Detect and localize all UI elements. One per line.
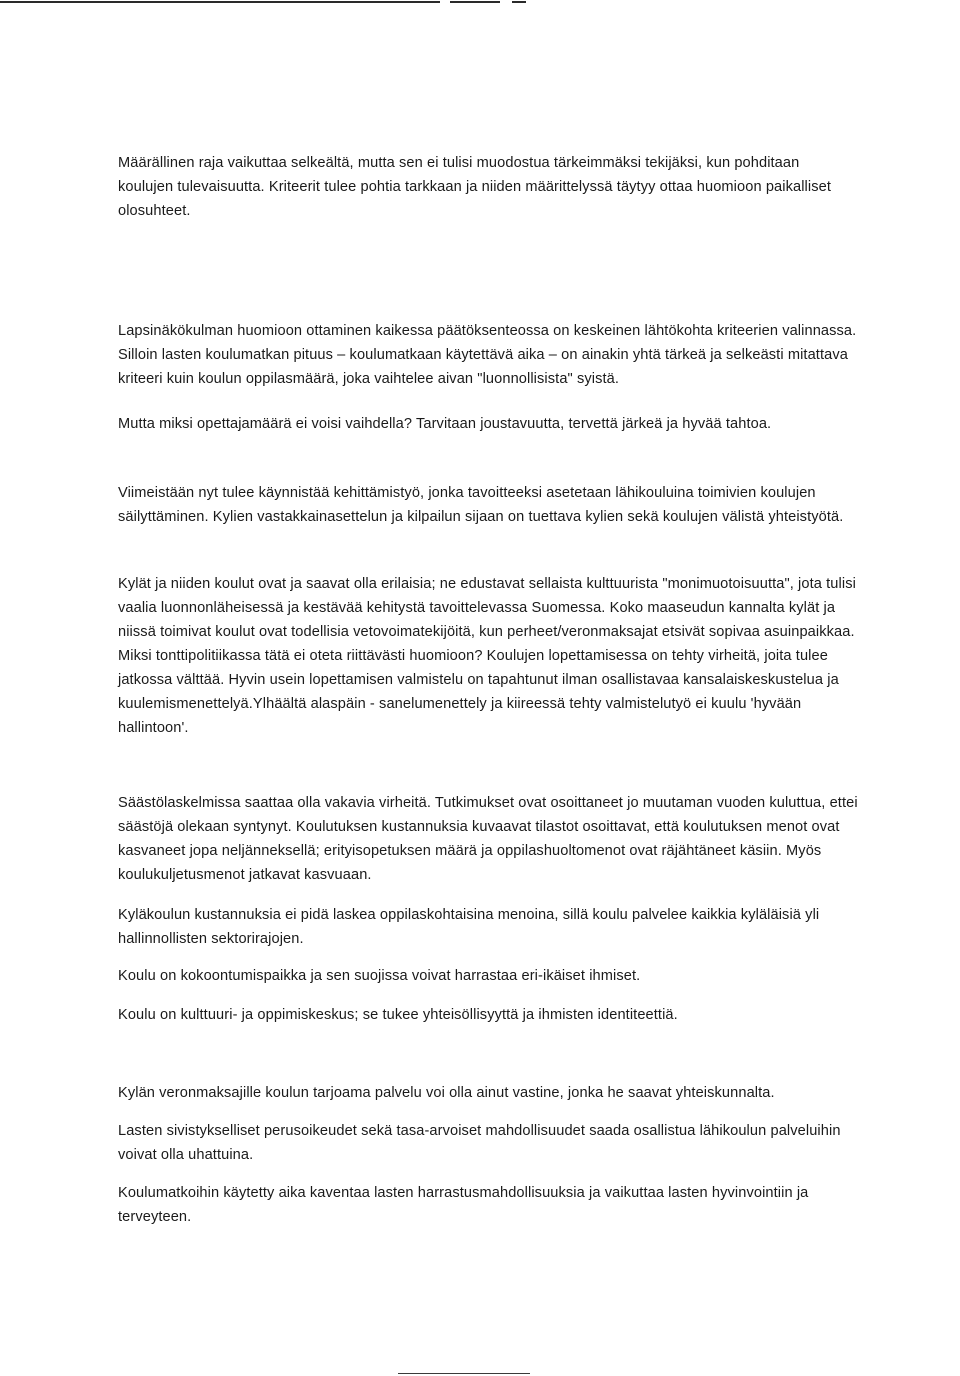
paragraph-taxpayers: Kylän veronmaksajille koulun tarjoama palvelu voi olla ainut vastine, jonka he saavat yhteiskunnalta. (118, 1085, 775, 1101)
top-scan-border (0, 0, 960, 4)
paragraph-village-school-costs: Kyläkoulun kustannuksia ei pidä laskea oppilaskohtaisina menoina, sillä koulu palvelee kaikkia kyläläisiä yli hallinnollisten sektorirajojen. (118, 907, 820, 947)
paragraph-quantitative-limit: Määrällinen raja vaikuttaa selkeältä, mutta sen ei tulisi muodostua tärkeimmäksi tekijäksi, kun pohditaan koulujen tulevaisuutta. Kriteerit tulee pohtia tarkkaan ja niiden määrittelyssä täytyy ottaa huomioon paikalliset olosuhteet. (118, 155, 832, 219)
paragraph-development-work: Viimeistään nyt tulee käynnistää kehittämistyö, jonka tavoitteeksi asetetaan lähikouluina toimivien koulujen säilyttäminen. Kylien vastakkainasettelun ja kilpailun sijaan on tuettava kylien sekä koulujen välistä yhteistyötä. (118, 485, 844, 525)
paragraph-basic-rights: Lasten sivistykselliset perusoikeudet sekä tasa-arvoiset mahdollisuudet saada osallistua lähikoulun palveluihin voivat olla uhattuina. (118, 1123, 841, 1163)
paragraph-savings-errors: Säästölaskelmissa saattaa olla vakavia virheitä. Tutkimukset ovat osoittaneet jo muutaman vuoden kuluttua, ettei säästöjä olekaan syntynyt. Koulutuksen kustannuksia kuvaavat tilastot osoittavat, että koulutuksen menot ovat kasvaneet jopa neljänneksellä; erityisopetuksen määrä ja oppilashuoltomenot ovat räjähtäneet käsiin. Myös koulukuljetusmenot jatkavat kasvuaan. (118, 795, 858, 883)
paragraph-travel-time: Koulumatkoihin käytetty aika kaventaa lasten harrastusmahdollisuuksia ja vaikuttaa lasten hyvinvointiin ja terveyteen. (118, 1185, 809, 1225)
paragraph-child-perspective: Lapsinäkökulman huomioon ottaminen kaikessa päätöksenteossa on keskeinen lähtökohta kriteerien valinnassa. Silloin lasten koulumatkan pituus – koulumatkaan käytettävä aika – on ainakin yhtä tärkeä ja selkeästi mitattava kriteeri kuin koulun oppilasmäärä, joka vaihtelee aivan "luonnollisista" syistä. (118, 323, 857, 387)
paragraph-villages-diversity: Kylät ja niiden koulut ovat ja saavat olla erilaisia; ne edustavat sellaista kulttuurista "monimuotoisuutta", jota tulisi vaalia luonnonläheisessä ja kestävää kehitystä tavoittelevassa Suomessa. Koko maaseudun kannalta kylät ja niissä toimivat koulut ovat todellisia vetovoimatekijöitä, kun perheet/veronmaksajat etsivät sopivaa asuinpaikkaa. Miksi tonttipolitiikassa tätä ei oteta riittävästi huomioon? Koulujen lopettamisessa on tehty virheitä, joita tulee jatkossa välttää. Hyvin usein lopettamisen valmistelu on tapahtunut ilman osallistavaa kansalaiskeskustelua ja kuulemismenettelyä.Ylhäältä alaspäin - sanelumenettely ja kiireessä tehty valmistelutyö ei kuulu 'hyvään hallintoon'. (118, 576, 856, 736)
bottom-scan-border (0, 1372, 960, 1376)
paragraph-meeting-place: Koulu on kokoontumispaikka ja sen suojissa voivat harrastaa eri-ikäiset ihmiset. (118, 968, 641, 984)
paragraph-teacher-count: Mutta miksi opettajamäärä ei voisi vaihdella? Tarvitaan joustavuutta, tervettä järkeä ja hyvää tahtoa. (118, 416, 772, 432)
paragraph-culture-center: Koulu on kulttuuri- ja oppimiskeskus; se tukee yhteisöllisyyttä ja ihmisten identiteettiä. (118, 1007, 678, 1023)
